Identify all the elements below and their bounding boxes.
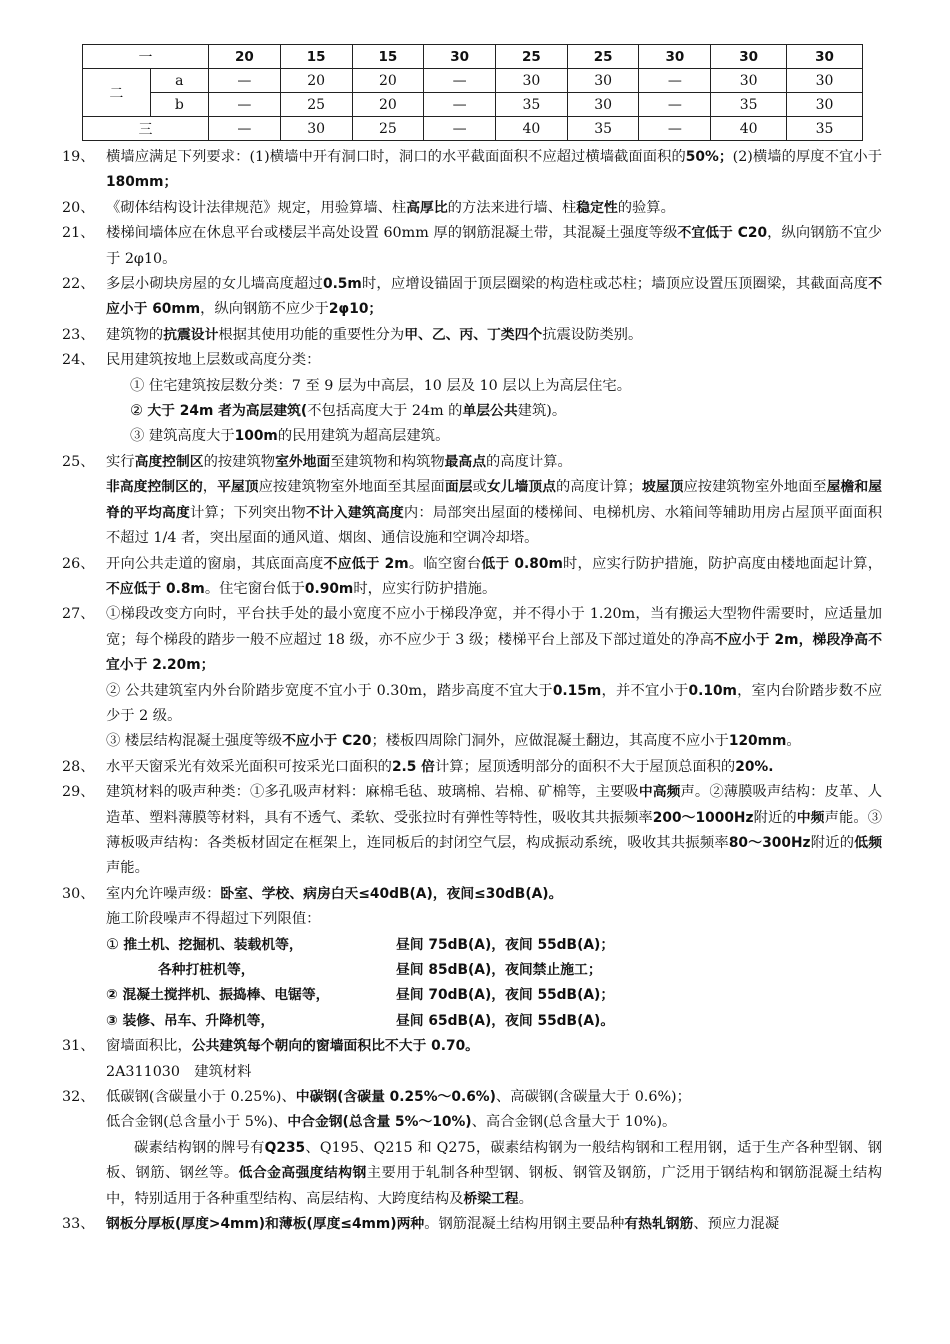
clause-emphasis: 昼间 85dB(A)，夜间禁止施工； bbox=[396, 962, 602, 978]
table-cell: 25 bbox=[567, 45, 639, 69]
table-cell: — bbox=[639, 93, 711, 117]
clause-number: 20、 bbox=[62, 199, 95, 216]
clause-29 bbox=[62, 780, 883, 882]
clause-text: (2)横墙的厚度不宜小于 bbox=[732, 149, 882, 165]
clause-subitem: ① 住宅建筑按层数分类：7 至 9 层为中高层，10 层及 10 层以上为高层住宅。 bbox=[130, 377, 631, 394]
clause-text: 低合金钢(总含量小于 5%)、 bbox=[106, 1114, 288, 1131]
clause-emphasis: 中碳钢(含碳量 0.25%～0.6%) bbox=[295, 1089, 496, 1106]
table-cell: 20 bbox=[352, 93, 424, 117]
clause-emphasis: 面层 bbox=[444, 479, 473, 496]
clause-number: 29、 bbox=[62, 784, 95, 801]
clause-number: 27、 bbox=[62, 606, 95, 623]
table-cell: 20 bbox=[209, 45, 281, 69]
clause-25 bbox=[62, 450, 883, 552]
clause-emphasis: ③ 装修、吊车、升降机等， bbox=[106, 1012, 275, 1029]
clause-emphasis: 卧室、学校、病房白天≤40dB(A)，夜间≤30dB(A)。 bbox=[220, 885, 563, 902]
clause-emphasis: 高度控制区 bbox=[134, 453, 204, 470]
table-cell: 35 bbox=[787, 117, 863, 141]
clause-emphasis: 80～300Hz bbox=[728, 834, 811, 851]
clause-number: 24、 bbox=[62, 352, 95, 369]
clause-text: 的高度计算； bbox=[556, 479, 642, 496]
clause-emphasis: 20%. bbox=[735, 758, 774, 775]
clause-emphasis: 0.5m bbox=[322, 276, 362, 293]
clause-emphasis: 不宜低于 C20 bbox=[677, 225, 768, 242]
clause-text: 实行 bbox=[106, 453, 135, 470]
table-cell: 25 bbox=[280, 93, 352, 117]
clause-text: 计算；下列突出物 bbox=[189, 504, 306, 521]
clause-text: 内：局部突出屋面的楼梯间、电梯机房、水箱间等辅助用房占屋顶平面面积不超过 1/4 者，突出屋面的通风道、烟囱、通信设施和空调冷却塔。 bbox=[106, 504, 883, 547]
clause-emphasis: 昼间 70dB(A)，夜间 55dB(A)； bbox=[396, 987, 615, 1004]
clause-28 bbox=[62, 755, 882, 780]
row-sublabel: b bbox=[150, 93, 208, 117]
clause-paragraph bbox=[106, 1110, 882, 1135]
clause-text: 《砌体结构设计法律规范》规定，用验算墙、柱 bbox=[106, 199, 407, 216]
table-cell: — bbox=[639, 69, 711, 93]
clause-text: 应按建筑物室外地面至 bbox=[683, 479, 827, 496]
table-cell: 30 bbox=[787, 45, 863, 69]
table-cell: 30 bbox=[711, 45, 787, 69]
noise-limit-row bbox=[106, 983, 882, 1008]
clause-emphasis: 钢板分厚板(厚度>4mm)和薄板(厚度≤4mm)两种 bbox=[106, 1216, 425, 1233]
clause-20 bbox=[62, 196, 882, 221]
clause-number: 22、 bbox=[62, 276, 95, 293]
clause-text: 。钢筋混凝土结构用钢主要品种 bbox=[424, 1216, 625, 1233]
clause-text: 、高碳钢(含碳量大于 0.6%)； bbox=[495, 1089, 691, 1106]
section-heading: 2A311030 建筑材料 bbox=[106, 1063, 252, 1080]
clause-subitem bbox=[106, 679, 882, 730]
clause-text: 至建筑物和构筑物 bbox=[330, 453, 445, 470]
clause-emphasis: 昼间 75dB(A)，夜间 55dB(A)； bbox=[396, 936, 615, 953]
clause-number: 31、 bbox=[62, 1038, 95, 1055]
clause-subitem bbox=[106, 424, 882, 449]
clause-text: 。临空窗台 bbox=[408, 555, 482, 572]
clause-text: 横墙应满足下列要求：(1)横墙中开有洞口时，洞口的水平截面面积不应超过横墙截面面积的 bbox=[106, 149, 686, 165]
table-cell: 25 bbox=[496, 45, 568, 69]
table-cell: 30 bbox=[280, 117, 352, 141]
table-cell: — bbox=[209, 117, 281, 141]
row-label: 一 bbox=[83, 45, 209, 69]
clause-text: 的民用建筑为超高层建筑。 bbox=[277, 428, 450, 445]
table-row bbox=[83, 69, 863, 93]
clause-emphasis: 桥梁工程 bbox=[463, 1190, 519, 1207]
clause-emphasis: 平屋顶 bbox=[217, 479, 259, 496]
clause-31 bbox=[62, 1034, 882, 1059]
clause-text: 时，应实行防护措施，防护高度由楼地面起计算， bbox=[562, 555, 883, 572]
clause-emphasis: 中合金钢(总含量 5%～10%) bbox=[287, 1114, 472, 1131]
clause-emphasis: 中频 bbox=[796, 809, 825, 826]
clause-paragraph bbox=[106, 1136, 882, 1212]
clause-text: 根据其使用功能的重要性分为 bbox=[218, 326, 405, 343]
noise-limit-row bbox=[106, 958, 882, 983]
clause-text: ，室内台阶踏步数不应少于 2 级。 bbox=[106, 682, 883, 724]
clause-text: 低碳钢(含碳量小于 0.25%)、 bbox=[106, 1089, 296, 1106]
clause-emphasis: 2.5 倍 bbox=[391, 758, 435, 775]
clause-number: 32、 bbox=[62, 1089, 95, 1106]
table-cell: 35 bbox=[567, 117, 639, 141]
table-cell: — bbox=[639, 117, 711, 141]
clause-emphasis: 有热轧钢筋 bbox=[624, 1216, 694, 1233]
clause-emphasis: 2φ10； bbox=[328, 301, 383, 318]
table-cell: — bbox=[424, 69, 496, 93]
clause-emphasis: 50%； bbox=[685, 149, 733, 165]
clause-text: 的高度计算。 bbox=[486, 453, 572, 470]
clause-text: ③ 建筑高度大于 bbox=[130, 428, 235, 445]
table-row bbox=[83, 117, 863, 141]
table-cell: 35 bbox=[496, 93, 568, 117]
table-cell: 30 bbox=[496, 69, 568, 93]
clause-text: 水平天窗采光有效采光面积可按采光口面积的 bbox=[106, 758, 392, 775]
clause-text: 的方法来进行墙、柱 bbox=[447, 199, 577, 216]
clause-27 bbox=[62, 602, 883, 754]
clause-26 bbox=[62, 552, 883, 603]
clause-emphasis: 甲、乙、丙、丁类四个 bbox=[404, 326, 543, 343]
clause-text: ，纵向钢筋不应少于 bbox=[200, 301, 329, 318]
table-row bbox=[83, 93, 863, 117]
clause-30 bbox=[62, 882, 882, 1034]
table-cell: 30 bbox=[639, 45, 711, 69]
table-cell: — bbox=[209, 69, 281, 93]
clause-text: 建筑物的 bbox=[106, 326, 164, 343]
clause-emphasis: 0.15m bbox=[552, 682, 602, 699]
clause-text: 附近的 bbox=[810, 834, 855, 851]
clause-21 bbox=[62, 221, 882, 272]
clause-text: 时，应实行防护措施。 bbox=[353, 580, 497, 597]
clause-19 bbox=[62, 145, 882, 196]
clause-23 bbox=[62, 323, 882, 348]
table-cell: 30 bbox=[787, 69, 863, 93]
clause-text: 。 bbox=[786, 733, 801, 750]
clause-subitem bbox=[106, 399, 882, 424]
clause-text: 建筑)。 bbox=[517, 403, 567, 420]
clause-emphasis: 不应小于 C20 bbox=[282, 733, 372, 750]
clause-emphasis: 200～1000Hz bbox=[652, 809, 754, 826]
clause-emphasis: 180mm； bbox=[106, 174, 178, 191]
table-cell: 15 bbox=[280, 45, 352, 69]
noise-limit-row bbox=[106, 933, 882, 958]
table-cell: — bbox=[424, 93, 496, 117]
clause-22 bbox=[62, 272, 883, 323]
table-cell: 30 bbox=[567, 93, 639, 117]
clause-text: 声。②薄膜吸声结构：皮革、人造革、塑料薄膜等材料，具有不透气、柔软、受张拉时有弹性等特性，吸收其共振频率 bbox=[106, 784, 883, 826]
clause-emphasis: 低合金高强度结构钢 bbox=[238, 1165, 367, 1182]
clause-emphasis: 不应小于 2m，梯段净高不宜小于 2.20m； bbox=[106, 631, 882, 674]
clause-text: 建筑材料的吸声种类：①多孔吸声材料：麻棉毛毡、玻璃棉、岩棉、矿棉等，主要吸 bbox=[106, 784, 639, 801]
clause-emphasis: 100m bbox=[234, 428, 278, 445]
clause-text: ② bbox=[130, 403, 148, 420]
clause-text: 多层小砌块房屋的女儿墙高度超过 bbox=[106, 276, 323, 293]
clause-emphasis: 不应低于 2m bbox=[323, 555, 409, 572]
clause-emphasis: 最高点 bbox=[444, 453, 487, 470]
clause-emphasis: 不应低于 0.8m bbox=[106, 580, 205, 597]
clause-number: 23、 bbox=[62, 326, 95, 343]
clause-emphasis: ② 混凝土搅拌机、振捣棒、电锯等， bbox=[106, 987, 330, 1004]
noise-limit-row bbox=[106, 1009, 882, 1034]
clause-emphasis: 低于 0.80m bbox=[481, 555, 563, 572]
clause-emphasis: 低频 bbox=[854, 834, 882, 851]
clause-text: 开向公共走道的窗扇，其底面高度 bbox=[106, 555, 324, 572]
clause-text: 的验算。 bbox=[617, 199, 675, 216]
clause-emphasis: 女儿墙顶点 bbox=[486, 479, 556, 496]
row-label: 二 bbox=[83, 69, 151, 117]
clause-emphasis: 大于 24m 者为高层建筑( bbox=[147, 403, 308, 420]
clause-text: ①梯段改变方向时，平台扶手处的最小宽度不应小于梯段净宽，并不得小于 1.20m，当有搬运大型物件需要时，应适量加宽；每个梯段的踏步一般不应超过 18 级，亦不应少于 3 级；楼梯平台上部及下部过道处的净高 bbox=[106, 606, 882, 648]
clause-33 bbox=[62, 1212, 882, 1237]
table-cell: 40 bbox=[496, 117, 568, 141]
clause-text: 窗墙面积比， bbox=[106, 1038, 192, 1055]
clause-text: 、预应力混凝 bbox=[693, 1216, 780, 1233]
clause-emphasis: 室外地面 bbox=[275, 453, 331, 470]
clause-emphasis: 昼间 65dB(A)，夜间 55dB(A)。 bbox=[396, 1012, 615, 1029]
clause-text: 室内允许噪声级： bbox=[106, 885, 221, 902]
clause-text: 楼梯间墙体应在休息平台或楼层半高处设置 60mm 厚的钢筋混凝土带，其混凝土强度等级 bbox=[106, 225, 678, 242]
clause-24 bbox=[62, 348, 882, 450]
clause-number: 25、 bbox=[62, 453, 95, 470]
clause-text: 抗震设防类别。 bbox=[542, 326, 643, 343]
clause-number: 26、 bbox=[62, 555, 95, 572]
clause-emphasis: 0.90m bbox=[304, 580, 354, 597]
table-cell: 30 bbox=[787, 93, 863, 117]
clause-text: 、高合金钢(总含量大于 10%)。 bbox=[471, 1114, 677, 1131]
document-page bbox=[62, 44, 883, 1237]
cover-table bbox=[82, 44, 863, 141]
clause-emphasis: 单层公共 bbox=[462, 403, 518, 420]
clause-text: 。 bbox=[518, 1190, 533, 1207]
clause-emphasis: 坡屋顶 bbox=[641, 479, 684, 496]
table-cell: 30 bbox=[424, 45, 496, 69]
clause-emphasis: 公共建筑每个朝向的窗墙面积比不大于 0.70。 bbox=[191, 1038, 479, 1055]
row-sublabel: a bbox=[150, 69, 208, 93]
clause-paragraph: 施工阶段噪声不得超过下列限值： bbox=[106, 911, 321, 928]
clause-emphasis: 推土机、挖掘机、装载机等， bbox=[123, 936, 303, 953]
table-cell: 20 bbox=[280, 69, 352, 93]
table-cell: 35 bbox=[711, 93, 787, 117]
clause-32 bbox=[62, 1085, 883, 1212]
clause-text: 或 bbox=[472, 479, 487, 496]
clause-number: 33、 bbox=[62, 1216, 95, 1233]
clause-emphasis: 不计入建筑高度 bbox=[305, 504, 404, 521]
clause-subitem bbox=[106, 729, 882, 754]
clause-text: 时，应增设锚固于顶层圈梁的构造柱或芯柱；墙顶应设置压顶圈梁，其截面高度 bbox=[361, 276, 869, 293]
table-row bbox=[83, 45, 863, 69]
table-cell: 15 bbox=[352, 45, 424, 69]
clause-text: 不包括高度大于 24m 的 bbox=[307, 403, 463, 420]
clause-text: 民用建筑按地上层数或高度分类： bbox=[106, 352, 321, 369]
clause-number: 28、 bbox=[62, 758, 95, 775]
table-cell: 40 bbox=[711, 117, 787, 141]
clause-emphasis: Q235 bbox=[264, 1139, 306, 1156]
clause-emphasis: 120mm bbox=[728, 733, 787, 750]
clause-number: 21、 bbox=[62, 225, 95, 242]
clause-text: 声能。 bbox=[106, 860, 149, 877]
clause-emphasis: 高厚比 bbox=[406, 199, 448, 216]
clause-number: 19、 bbox=[62, 149, 95, 165]
clause-text: 计算；屋顶透明部分的面积不大于屋顶总面积的 bbox=[434, 758, 736, 775]
clause-text: 。住宅窗台低于 bbox=[204, 580, 305, 597]
row-label: 三 bbox=[83, 117, 209, 141]
clause-text: 主要用于轧制各种型钢、钢板、钢管及钢筋，广泛用于钢结构和钢筋混凝土结构中，特别适用于各种重型结构、高层结构、大跨度结构及 bbox=[106, 1165, 883, 1207]
clause-emphasis: 屋檐和屋脊的平均高度 bbox=[106, 479, 883, 521]
clause-text: 碳素结构钢的牌号有 bbox=[134, 1139, 265, 1156]
table-cell: — bbox=[424, 117, 496, 141]
clause-paragraph bbox=[106, 475, 882, 551]
clause-number: 30、 bbox=[62, 885, 95, 902]
clause-text: ；楼板四周除门洞外，应做混凝土翻边，其高度不应小于 bbox=[371, 733, 729, 750]
table-cell: — bbox=[209, 93, 281, 117]
clause-emphasis: 0.10m bbox=[688, 682, 737, 699]
clause-text: ，纵向钢筋不宜少于 2φ10。 bbox=[106, 225, 882, 267]
clause-text: ，并不宜小于 bbox=[601, 682, 689, 699]
clause-emphasis: 非高度控制区的 bbox=[106, 479, 203, 496]
clause-emphasis: 抗震设计 bbox=[163, 326, 219, 343]
clause-emphasis: 稳定性 bbox=[576, 199, 618, 216]
clause-emphasis: 各种打桩机等， bbox=[158, 962, 255, 978]
clause-text: 的按建筑物 bbox=[203, 453, 276, 470]
table-cell: 25 bbox=[352, 117, 424, 141]
table-cell: 20 bbox=[352, 69, 424, 93]
clause-emphasis: 不应小于 60mm bbox=[106, 276, 883, 318]
table-cell: 30 bbox=[711, 69, 787, 93]
clause-emphasis: 中高频 bbox=[638, 784, 681, 801]
clause-text: ③ 楼层结构混凝土强度等级 bbox=[106, 733, 283, 750]
clause-text: 声能。③薄板吸声结构：各类板材固定在框架上，连同板后的封闭空气层，构成振动系统，吸收其共振频率 bbox=[106, 809, 883, 851]
clause-list bbox=[62, 145, 883, 1237]
table-cell: 30 bbox=[567, 69, 639, 93]
clause-text: ， bbox=[202, 479, 218, 496]
clause-text: 附近的 bbox=[753, 809, 797, 826]
clause-text: ② 公共建筑室内外台阶踏步宽度不宜小于 0.30m，踏步高度不宜大于 bbox=[106, 682, 553, 699]
clause-text: ① bbox=[106, 936, 124, 953]
clause-text: 、Q195、Q215 和 Q275，碳素结构钢为一般结构钢和工程用钢，适于生产各种型钢、钢板、钢筋、钢丝等。 bbox=[106, 1139, 882, 1182]
clause-text: 应按建筑物室外地面至其屋面 bbox=[258, 479, 445, 496]
